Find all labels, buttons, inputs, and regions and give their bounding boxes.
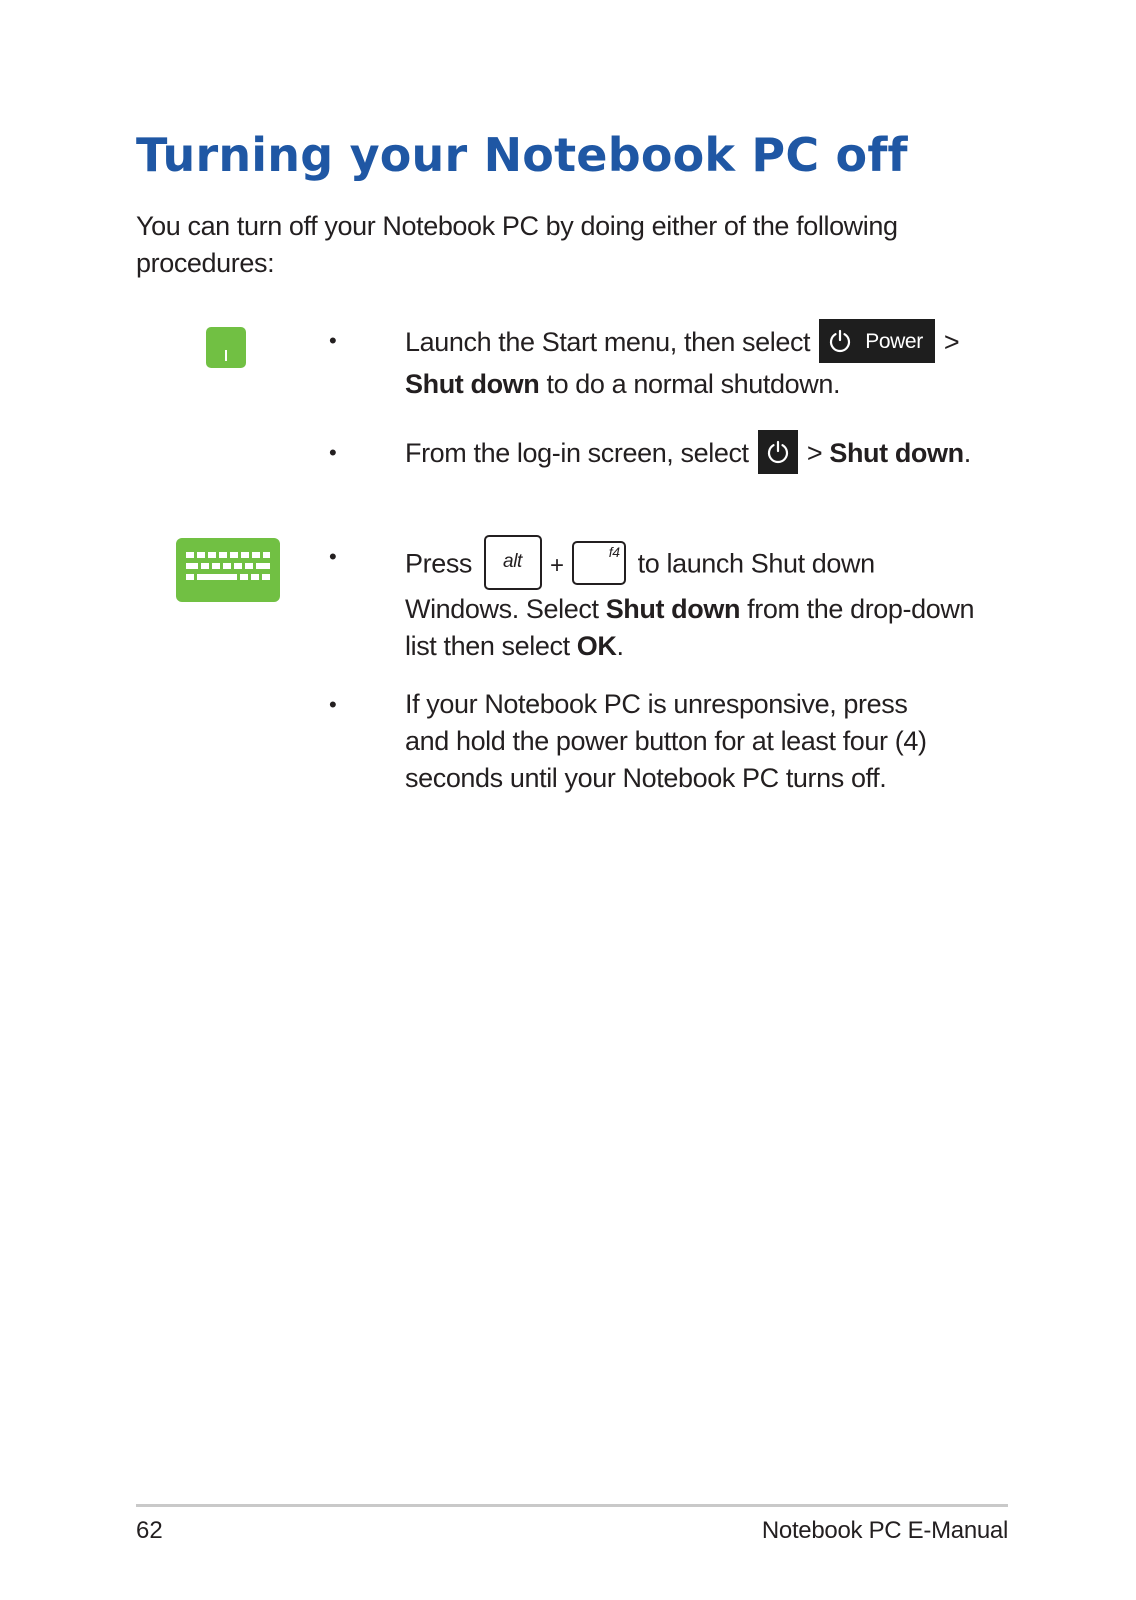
- bullet: •: [329, 440, 337, 465]
- power-icon: [765, 439, 791, 465]
- touch-step-2: From the log-in screen, select > Shut down.: [405, 433, 971, 477]
- manual-title: Notebook PC E-Manual: [761, 1517, 1008, 1544]
- keyboard-step-1-line-1: Press alt + f4 to launch Shut down: [405, 538, 875, 593]
- keyboard-step-1-line-3: list then select OK.: [405, 631, 624, 661]
- power-menu-button: Power: [819, 319, 935, 363]
- keyboard-step-2-line-1: If your Notebook PC is unresponsive, press: [405, 689, 908, 719]
- bullet: •: [329, 692, 337, 717]
- keyboard-step-1-line-2: Windows. Select Shut down from the drop-down: [405, 594, 975, 624]
- bullet: •: [329, 544, 337, 569]
- keyboard-step-2-line-3: seconds until your Notebook PC turns off.: [405, 763, 887, 793]
- bullet: •: [329, 328, 337, 353]
- alt-key: alt: [484, 535, 542, 590]
- power-icon: [827, 328, 853, 354]
- page-number: 62: [136, 1517, 163, 1544]
- keyboard-step-2-line-2: and hold the power button for at least four (4): [405, 726, 927, 756]
- touch-step-1-line-2: Shut down to do a normal shutdown.: [405, 369, 841, 399]
- intro-text: You can turn off your Notebook PC by doing either of the following procedures:: [136, 211, 898, 278]
- footer-divider: [136, 1504, 1008, 1507]
- page-title: Turning your Notebook PC off: [136, 128, 908, 182]
- f4-key: f4: [572, 541, 626, 585]
- touch-step-1-line-1: Launch the Start menu, then select Power >: [405, 322, 959, 366]
- power-button: [758, 430, 798, 474]
- touch-screen-icon: [206, 327, 246, 368]
- keyboard-icon: [176, 538, 280, 602]
